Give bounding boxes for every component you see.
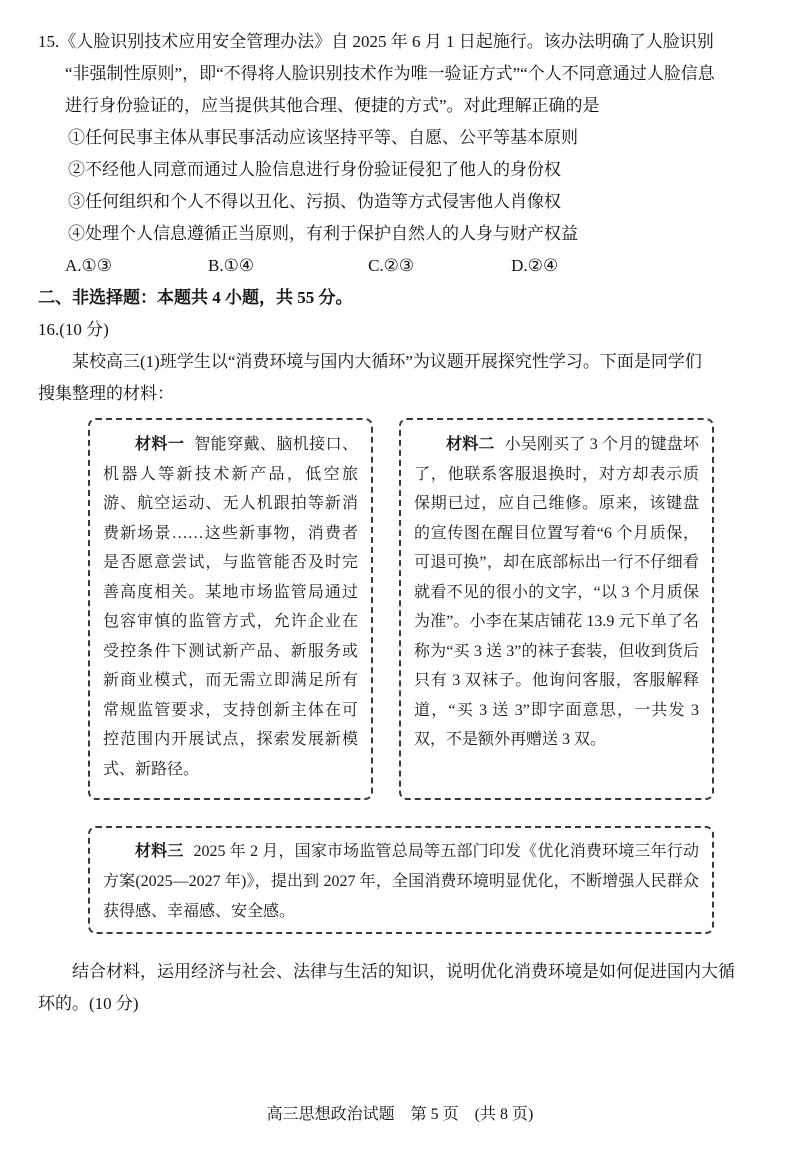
- q15-statement-3: ③任何组织和个人不得以丑化、污损、伪造等方式侵害他人肖像权: [68, 192, 561, 211]
- q15-choice-a: A.①③: [65, 256, 113, 275]
- q16-intro-line-2: 搜集整理的材料：: [38, 384, 174, 403]
- section-2-header: 二、非选择题：本题共 4 小题，共 55 分。: [38, 288, 353, 307]
- material-3-box: [88, 826, 714, 934]
- material-3-body: 2025 年 2 月，国家市场监管总局等五部门印发《优化消费环境三年行动方案(2025—2027 年)》，提出到 2027 年，全国消费环境明显优化，不断增强人民群众获得感、幸福感、安全感。: [103, 843, 699, 920]
- question-16: [38, 314, 764, 1020]
- q16-intro-line-1: 某校高三(1)班学生以“消费环境与国内大循环”为议题开展探究性学习。下面是同学们: [72, 352, 702, 371]
- q15-statement-1: ①任何民事主体从事民事活动应该坚持平等、自愿、公平等基本原则: [68, 128, 578, 147]
- q15-stem-line-1: 15.《人脸识别技术应用安全管理办法》自 2025 年 6 月 1 日起施行。该办法明确了人脸识别: [38, 32, 714, 51]
- q16-number: 16.(10 分): [38, 320, 109, 339]
- q15-choice-d: D.②④: [511, 256, 559, 275]
- material-2-body: 小吴刚买了 3 个月的键盘坏了，他联系客服退换时，对方却表示质保期已过，应自己维修。原来，该键盘的宣传图在醒目位置写着“6 个月质保，可退可换”，却在底部标出一行不仔细看就看不见的很小的文字，“以 3 个月质保为准”。小李在某店铺花 13.9 元下单了名称为“买 3 送 3”的袜子套装，但收到货后只有 3 双袜子。他询问客服，客服解释道，“买 3 送 3”即字面意思，一共发 3 双，不是额外再赠送 3 双。: [414, 436, 699, 748]
- q16-task: [38, 956, 764, 1020]
- material-1-body: 智能穿戴、脑机接口、机器人等新技术新产品，低空旅游、航空运动、无人机跟拍等新消费新场景……这些新事物，消费者是否愿意尝试，与监管能否及时完善高度相关。某地市场监管局通过包容审慎的监管方式，允许企业在受控条件下测试新产品、新服务或新商业模式，而无需立即满足所有常规监管要求，支持创新主体在可控范围内开展试点，探索发展新模式、新路径。: [103, 436, 358, 778]
- page-footer: 高三思想政治试题 第 5 页 (共 8 页): [266, 1106, 534, 1123]
- material-3-label: 材料三: [135, 843, 184, 860]
- question-15: [38, 26, 764, 282]
- material-2-text: [414, 430, 699, 755]
- q15-answer-choices: [38, 250, 764, 282]
- material-boxes-row: [88, 418, 764, 800]
- material-1-label: 材料一: [135, 436, 185, 453]
- q15-choice-c: C.②③: [368, 256, 415, 275]
- material-1-text: [103, 430, 358, 784]
- q15-stem-line-3: 进行身份验证的，应当提供其他合理、便捷的方式”。对此理解正确的是: [65, 96, 600, 115]
- material-2-box: [399, 418, 714, 800]
- q15-statement-2: ②不经他人同意而通过人脸信息进行身份验证侵犯了他人的身份权: [68, 160, 561, 179]
- material-1-box: [88, 418, 373, 800]
- q15-stem-line-2: “非强制性原则”，即“不得将人脸识别技术作为唯一验证方式”“个人不同意通过人脸信息: [65, 64, 715, 83]
- q16-task-line-1: 结合材料，运用经济与社会、法律与生活的知识，说明优化消费环境是如何促进国内大循: [72, 962, 735, 981]
- material-3-text: [103, 837, 699, 927]
- q15-statement-4: ④处理个人信息遵循正当原则，有利于保护自然人的人身与财产权益: [68, 224, 578, 243]
- q15-choice-b: B.①④: [208, 256, 255, 275]
- q16-task-line-2: 环的。(10 分): [38, 994, 139, 1013]
- material-2-label: 材料二: [446, 436, 495, 453]
